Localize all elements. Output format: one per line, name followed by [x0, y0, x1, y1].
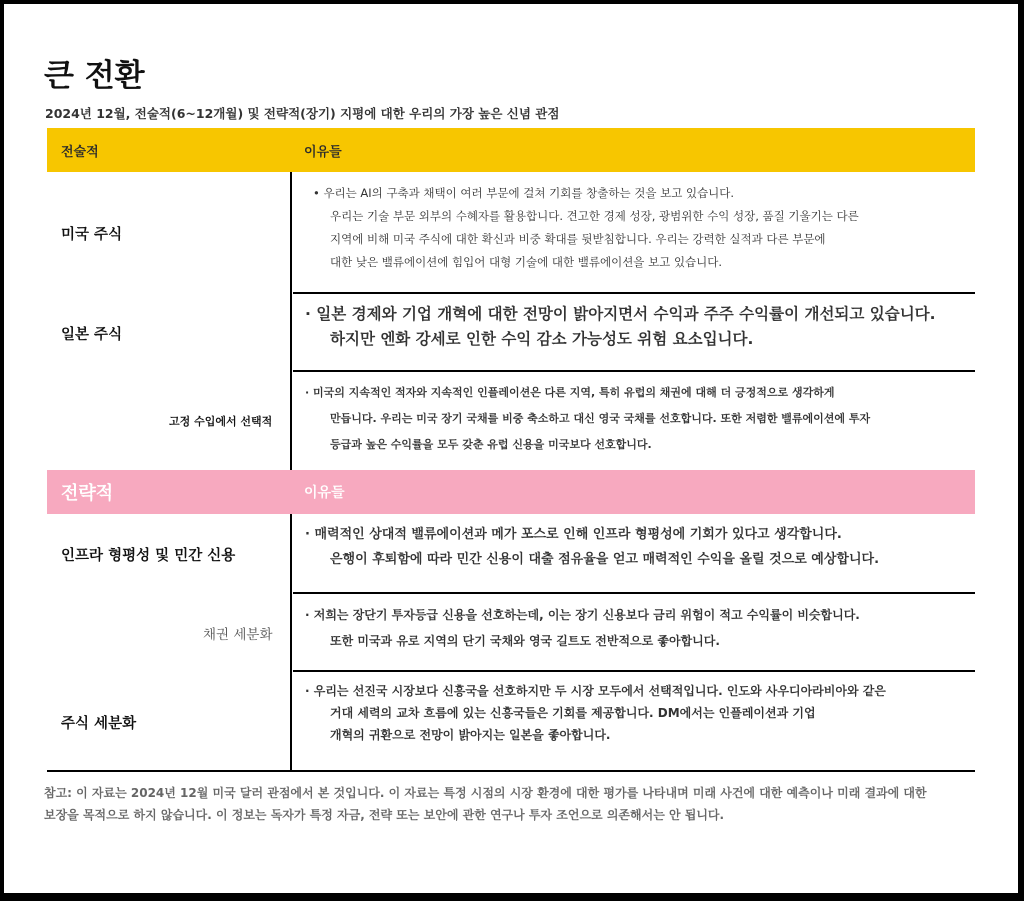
page-subtitle: 2024년 12월, 전술적(6~12개월) 및 전략적(장기) 지평에 대한 우리의 가장 높은 신념 관점 [45, 106, 560, 121]
desc-line: · 미국의 지속적인 적자와 지속적인 인플레이션은 다른 지역, 특히 유럽의 채권에 대해 더 긍정적으로 생각하게 [305, 386, 835, 399]
table-row-fixed-income [47, 372, 975, 470]
desc-line: · 일본 경제와 기업 개혁에 대한 전망이 밝아지면서 수익과 주주 수익률이 개선되고 있습니다. [305, 305, 936, 323]
desc-line: · 우리는 선진국 시장보다 신흥국을 선호하지만 두 시장 모두에서 선택적입니다. 인도와 사우디아라비아와 같은 [305, 684, 886, 698]
desc-line: 거대 세력의 교차 흐름에 있는 신흥국들은 기회를 제공합니다. DM에서는 인플레이션과 기업 [330, 706, 816, 720]
column-divider [290, 672, 292, 772]
desc-line: 등급과 높은 수익률을 모두 갖춘 유럽 신용을 미국보다 선호합니다. [330, 438, 652, 451]
tactical-header [47, 128, 975, 172]
desc-line: · 매력적인 상대적 밸류에이션과 메가 포스로 인해 인프라 형평성에 기회가 있다고 생각합니다. [305, 527, 842, 542]
row-description [305, 182, 967, 274]
column-divider [290, 294, 292, 372]
desc-line: • 우리는 AI의 구축과 채택이 여러 부문에 걸쳐 기회를 창출하는 것을 보고 있습니다. [313, 186, 735, 200]
desc-line: 개혁의 귀환으로 전망이 밝아지는 일본을 좋아합니다. [330, 728, 611, 742]
page-title: 큰 전환 [44, 58, 145, 94]
table-row-infrastructure [47, 514, 975, 594]
row-description [305, 302, 967, 352]
row-label: 인프라 형평성 및 민간 신용 [61, 547, 236, 564]
table-row-bond-granularity [47, 594, 975, 672]
desc-line: 하지만 엔화 강세로 인한 수익 감소 가능성도 위험 요소입니다. [330, 330, 754, 348]
strategic-header-label: 전략적 [61, 483, 114, 504]
table-row-us-equities [47, 172, 975, 294]
row-label: 미국 주식 [61, 226, 123, 243]
page [4, 4, 1018, 893]
row-description [305, 602, 967, 654]
column-divider [290, 372, 292, 470]
table-row-japan-equities [47, 294, 975, 372]
desc-line: 대한 낮은 밸류에이션에 힘입어 대형 기술에 대한 밸류에이션을 보고 있습니다. [330, 255, 723, 269]
column-divider [290, 172, 292, 294]
row-label: 일본 주식 [61, 326, 123, 343]
row-description [305, 380, 967, 458]
footnote-line: 보장을 목적으로 하지 않습니다. 이 정보는 독자가 특정 자금, 전략 또는 보안에 관한 연구나 투자 조언으로 의존해서는 안 됩니다. [44, 808, 725, 822]
row-label: 주식 세분화 [61, 715, 137, 732]
table-row-equity-granularity [47, 672, 975, 772]
footnote [44, 782, 974, 826]
desc-line: 만듭니다. 우리는 미국 장기 국채를 비중 축소하고 대신 영국 국채를 선호합니다. 또한 저렴한 밸류에이션에 투자 [330, 412, 871, 425]
row-description [305, 522, 967, 572]
column-divider [290, 594, 292, 672]
row-label: 채권 세분화 [203, 627, 273, 643]
desc-line: 은행이 후퇴함에 따라 민간 신용이 대출 점유율을 얻고 매력적인 수익을 올릴 것으로 예상합니다. [330, 552, 880, 567]
desc-line: 지역에 비해 미국 주식에 대한 확신과 비중 확대를 뒷받침합니다. 우리는 강력한 실적과 다른 부문에 [330, 232, 826, 246]
tactical-reasons-header: 이유들 [304, 144, 342, 160]
strategic-reasons-header: 이유들 [304, 485, 345, 501]
row-label: 고정 수입에서 선택적 [169, 415, 273, 428]
desc-line: · 저희는 장단기 투자등급 신용을 선호하는데, 이는 장기 신용보다 금리 위험이 적고 수익률이 비슷합니다. [305, 608, 860, 622]
column-divider [290, 514, 292, 594]
footnote-line: 참고: 이 자료는 2024년 12월 미국 달러 관점에서 본 것입니다. 이 자료는 특정 시점의 시장 환경에 대한 평가를 나타내며 미래 사건에 대한 예측이나 미래 결과에 대한 [44, 786, 927, 800]
desc-line: 우리는 기술 부문 외부의 수혜자를 활용합니다. 견고한 경제 성장, 광범위한 수익 성장, 품질 기울기는 다른 [330, 209, 859, 223]
row-divider [47, 770, 975, 772]
desc-line: 또한 미국과 유로 지역의 단기 국채와 영국 길트도 전반적으로 좋아합니다. [330, 634, 720, 648]
row-description [305, 680, 967, 746]
tactical-header-label: 전술적 [61, 144, 99, 160]
strategic-header [47, 470, 975, 514]
